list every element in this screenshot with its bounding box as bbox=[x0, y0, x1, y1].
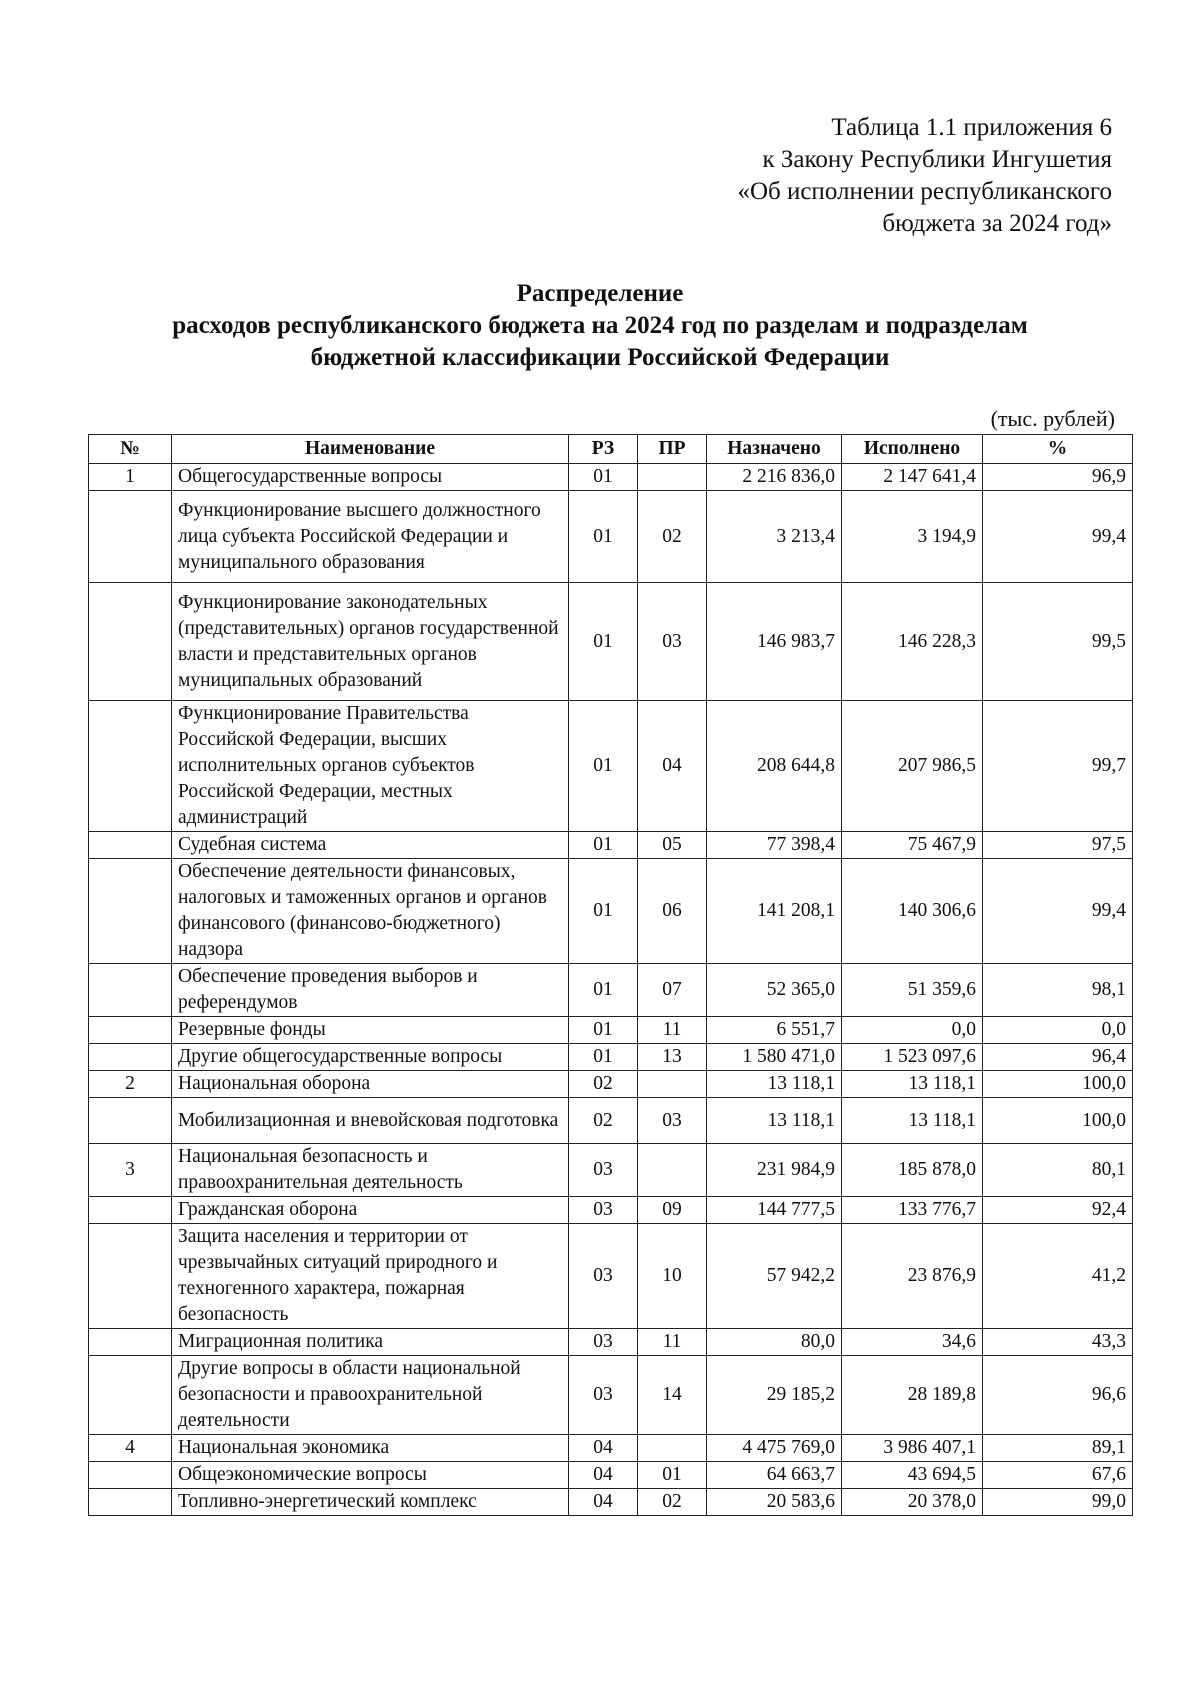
row-pr: 01 bbox=[638, 1462, 707, 1489]
row-name: Национальная оборона bbox=[172, 1071, 569, 1098]
row-percent: 96,9 bbox=[983, 464, 1133, 491]
row-executed: 140 306,6 bbox=[842, 859, 983, 964]
row-name: Национальная безопасность и правоохранительная деятельность bbox=[172, 1144, 569, 1197]
row-pr: 04 bbox=[638, 701, 707, 832]
row-rz: 02 bbox=[569, 1098, 638, 1144]
row-pr: 03 bbox=[638, 1098, 707, 1144]
row-percent: 100,0 bbox=[983, 1071, 1133, 1098]
row-planned: 2 216 836,0 bbox=[707, 464, 842, 491]
table-row bbox=[89, 491, 1133, 583]
row-name: Мобилизационная и вневойсковая подготовка bbox=[172, 1098, 569, 1144]
row-pr: 09 bbox=[638, 1197, 707, 1224]
header-note-line: Таблица 1.1 приложения 6 bbox=[831, 114, 1112, 141]
row-number bbox=[89, 964, 172, 1017]
budget-table bbox=[88, 434, 1133, 1516]
row-percent: 99,7 bbox=[983, 701, 1133, 832]
row-name: Другие вопросы в области национальной безопасности и правоохранительной деятельности bbox=[172, 1356, 569, 1435]
row-rz: 01 bbox=[569, 1017, 638, 1044]
row-rz: 04 bbox=[569, 1435, 638, 1462]
document-title bbox=[60, 278, 1140, 374]
row-number bbox=[89, 1017, 172, 1044]
row-pr: 11 bbox=[638, 1017, 707, 1044]
table-row bbox=[89, 1356, 1133, 1435]
row-planned: 52 365,0 bbox=[707, 964, 842, 1017]
table-row bbox=[89, 1144, 1133, 1197]
table-header-row bbox=[89, 435, 1133, 464]
row-rz: 03 bbox=[569, 1144, 638, 1197]
row-planned: 3 213,4 bbox=[707, 491, 842, 583]
row-number bbox=[89, 491, 172, 583]
row-rz: 01 bbox=[569, 964, 638, 1017]
row-name: Общегосударственные вопросы bbox=[172, 464, 569, 491]
row-planned: 141 208,1 bbox=[707, 859, 842, 964]
row-percent: 96,4 bbox=[983, 1044, 1133, 1071]
row-number bbox=[89, 1329, 172, 1356]
row-name: Обеспечение деятельности финансовых, налоговых и таможенных органов и органов финансового (финансово-бюджетного) надзора bbox=[172, 859, 569, 964]
row-pr: 05 bbox=[638, 832, 707, 859]
row-name: Общеэкономические вопросы bbox=[172, 1462, 569, 1489]
header-percent: % bbox=[983, 435, 1133, 464]
row-percent: 98,1 bbox=[983, 964, 1133, 1017]
row-planned: 146 983,7 bbox=[707, 583, 842, 701]
row-name: Защита населения и территории от чрезвычайных ситуаций природного и техногенного характера, пожарная безопасность bbox=[172, 1224, 569, 1329]
title-line: бюджетной классификации Российской Федерации bbox=[310, 344, 890, 371]
row-executed: 75 467,9 bbox=[842, 832, 983, 859]
row-rz: 04 bbox=[569, 1462, 638, 1489]
table-row bbox=[89, 583, 1133, 701]
row-rz: 01 bbox=[569, 491, 638, 583]
row-executed: 13 118,1 bbox=[842, 1098, 983, 1144]
header-note-line: «Об исполнении республиканского bbox=[737, 178, 1112, 205]
row-planned: 1 580 471,0 bbox=[707, 1044, 842, 1071]
row-rz: 01 bbox=[569, 464, 638, 491]
row-percent: 80,1 bbox=[983, 1144, 1133, 1197]
row-number: 2 bbox=[89, 1071, 172, 1098]
row-pr: 06 bbox=[638, 859, 707, 964]
row-planned: 208 644,8 bbox=[707, 701, 842, 832]
row-percent: 0,0 bbox=[983, 1017, 1133, 1044]
header-rz: РЗ bbox=[569, 435, 638, 464]
row-number bbox=[89, 1044, 172, 1071]
row-rz: 01 bbox=[569, 1044, 638, 1071]
row-number: 3 bbox=[89, 1144, 172, 1197]
row-pr: 11 bbox=[638, 1329, 707, 1356]
header-planned: Назначено bbox=[707, 435, 842, 464]
row-executed: 185 878,0 bbox=[842, 1144, 983, 1197]
row-number bbox=[89, 1197, 172, 1224]
row-executed: 13 118,1 bbox=[842, 1071, 983, 1098]
row-percent: 89,1 bbox=[983, 1435, 1133, 1462]
row-number: 1 bbox=[89, 464, 172, 491]
row-number bbox=[89, 832, 172, 859]
header-executed: Исполнено bbox=[842, 435, 983, 464]
units-label: (тыс. рублей) bbox=[990, 406, 1115, 431]
row-executed: 1 523 097,6 bbox=[842, 1044, 983, 1071]
row-number: 4 bbox=[89, 1435, 172, 1462]
row-planned: 64 663,7 bbox=[707, 1462, 842, 1489]
row-executed: 28 189,8 bbox=[842, 1356, 983, 1435]
row-rz: 01 bbox=[569, 701, 638, 832]
row-name: Миграционная политика bbox=[172, 1329, 569, 1356]
row-pr: 07 bbox=[638, 964, 707, 1017]
header-note-line: к Закону Республики Ингушетия bbox=[762, 146, 1112, 173]
table-row bbox=[89, 1098, 1133, 1144]
row-executed: 34,6 bbox=[842, 1329, 983, 1356]
row-percent: 100,0 bbox=[983, 1098, 1133, 1144]
row-rz: 04 bbox=[569, 1489, 638, 1516]
row-executed: 51 359,6 bbox=[842, 964, 983, 1017]
row-executed: 0,0 bbox=[842, 1017, 983, 1044]
row-pr bbox=[638, 1435, 707, 1462]
row-percent: 96,6 bbox=[983, 1356, 1133, 1435]
row-name: Функционирование законодательных (представительных) органов государственной власти и представительных органов муниципальных образований bbox=[172, 583, 569, 701]
row-rz: 01 bbox=[569, 859, 638, 964]
row-number bbox=[89, 1462, 172, 1489]
row-rz: 01 bbox=[569, 583, 638, 701]
row-pr bbox=[638, 1144, 707, 1197]
row-percent: 43,3 bbox=[983, 1329, 1133, 1356]
row-name: Гражданская оборона bbox=[172, 1197, 569, 1224]
row-pr: 03 bbox=[638, 583, 707, 701]
table-row bbox=[89, 1224, 1133, 1329]
row-percent: 97,5 bbox=[983, 832, 1133, 859]
row-rz: 03 bbox=[569, 1197, 638, 1224]
row-pr: 13 bbox=[638, 1044, 707, 1071]
row-pr: 14 bbox=[638, 1356, 707, 1435]
row-executed: 3 194,9 bbox=[842, 491, 983, 583]
table-row bbox=[89, 1071, 1133, 1098]
row-planned: 13 118,1 bbox=[707, 1098, 842, 1144]
table-row bbox=[89, 964, 1133, 1017]
row-pr: 02 bbox=[638, 491, 707, 583]
row-number bbox=[89, 1356, 172, 1435]
row-planned: 80,0 bbox=[707, 1329, 842, 1356]
row-planned: 4 475 769,0 bbox=[707, 1435, 842, 1462]
table-row bbox=[89, 1329, 1133, 1356]
row-executed: 146 228,3 bbox=[842, 583, 983, 701]
row-pr bbox=[638, 464, 707, 491]
row-planned: 13 118,1 bbox=[707, 1071, 842, 1098]
row-number bbox=[89, 701, 172, 832]
row-rz: 02 bbox=[569, 1071, 638, 1098]
table-row bbox=[89, 832, 1133, 859]
title-line: Распределение bbox=[516, 280, 684, 307]
row-pr bbox=[638, 1071, 707, 1098]
row-planned: 144 777,5 bbox=[707, 1197, 842, 1224]
row-executed: 207 986,5 bbox=[842, 701, 983, 832]
row-planned: 29 185,2 bbox=[707, 1356, 842, 1435]
row-number bbox=[89, 1098, 172, 1144]
header-note-line: бюджета за 2024 год» bbox=[882, 210, 1112, 237]
title-line: расходов республиканского бюджета на 2024 год по разделам и подразделам bbox=[172, 312, 1028, 339]
table-row bbox=[89, 1017, 1133, 1044]
table-row bbox=[89, 1489, 1133, 1516]
row-executed: 43 694,5 bbox=[842, 1462, 983, 1489]
row-executed: 133 776,7 bbox=[842, 1197, 983, 1224]
row-executed: 2 147 641,4 bbox=[842, 464, 983, 491]
row-planned: 6 551,7 bbox=[707, 1017, 842, 1044]
row-planned: 57 942,2 bbox=[707, 1224, 842, 1329]
row-rz: 03 bbox=[569, 1329, 638, 1356]
row-percent: 99,5 bbox=[983, 583, 1133, 701]
row-percent: 41,2 bbox=[983, 1224, 1133, 1329]
row-percent: 99,4 bbox=[983, 859, 1133, 964]
header-note bbox=[737, 112, 1112, 240]
table-row bbox=[89, 859, 1133, 964]
row-percent: 67,6 bbox=[983, 1462, 1133, 1489]
row-name: Национальная экономика bbox=[172, 1435, 569, 1462]
header-name: Наименование bbox=[172, 435, 569, 464]
header-num: № bbox=[89, 435, 172, 464]
table-row bbox=[89, 1435, 1133, 1462]
table-row bbox=[89, 1197, 1133, 1224]
header-pr: ПР bbox=[638, 435, 707, 464]
row-percent: 99,4 bbox=[983, 491, 1133, 583]
table-body bbox=[89, 464, 1133, 1516]
row-number bbox=[89, 583, 172, 701]
row-number bbox=[89, 1224, 172, 1329]
row-planned: 231 984,9 bbox=[707, 1144, 842, 1197]
row-rz: 03 bbox=[569, 1356, 638, 1435]
table-row bbox=[89, 701, 1133, 832]
table-row bbox=[89, 464, 1133, 491]
row-planned: 77 398,4 bbox=[707, 832, 842, 859]
row-executed: 23 876,9 bbox=[842, 1224, 983, 1329]
row-number bbox=[89, 859, 172, 964]
row-name: Топливно-энергетический комплекс bbox=[172, 1489, 569, 1516]
row-name: Функционирование Правительства Российской Федерации, высших исполнительных органов субъектов Российской Федерации, местных администраций bbox=[172, 701, 569, 832]
row-name: Другие общегосударственные вопросы bbox=[172, 1044, 569, 1071]
row-planned: 20 583,6 bbox=[707, 1489, 842, 1516]
table-row bbox=[89, 1462, 1133, 1489]
row-number bbox=[89, 1489, 172, 1516]
row-rz: 01 bbox=[569, 832, 638, 859]
row-rz: 03 bbox=[569, 1224, 638, 1329]
row-percent: 99,0 bbox=[983, 1489, 1133, 1516]
row-name: Функционирование высшего должностного лица субъекта Российской Федерации и муниципального образования bbox=[172, 491, 569, 583]
row-name: Судебная система bbox=[172, 832, 569, 859]
row-executed: 3 986 407,1 bbox=[842, 1435, 983, 1462]
row-name: Обеспечение проведения выборов и референдумов bbox=[172, 964, 569, 1017]
row-executed: 20 378,0 bbox=[842, 1489, 983, 1516]
table-row bbox=[89, 1044, 1133, 1071]
row-pr: 02 bbox=[638, 1489, 707, 1516]
row-pr: 10 bbox=[638, 1224, 707, 1329]
row-percent: 92,4 bbox=[983, 1197, 1133, 1224]
row-name: Резервные фонды bbox=[172, 1017, 569, 1044]
